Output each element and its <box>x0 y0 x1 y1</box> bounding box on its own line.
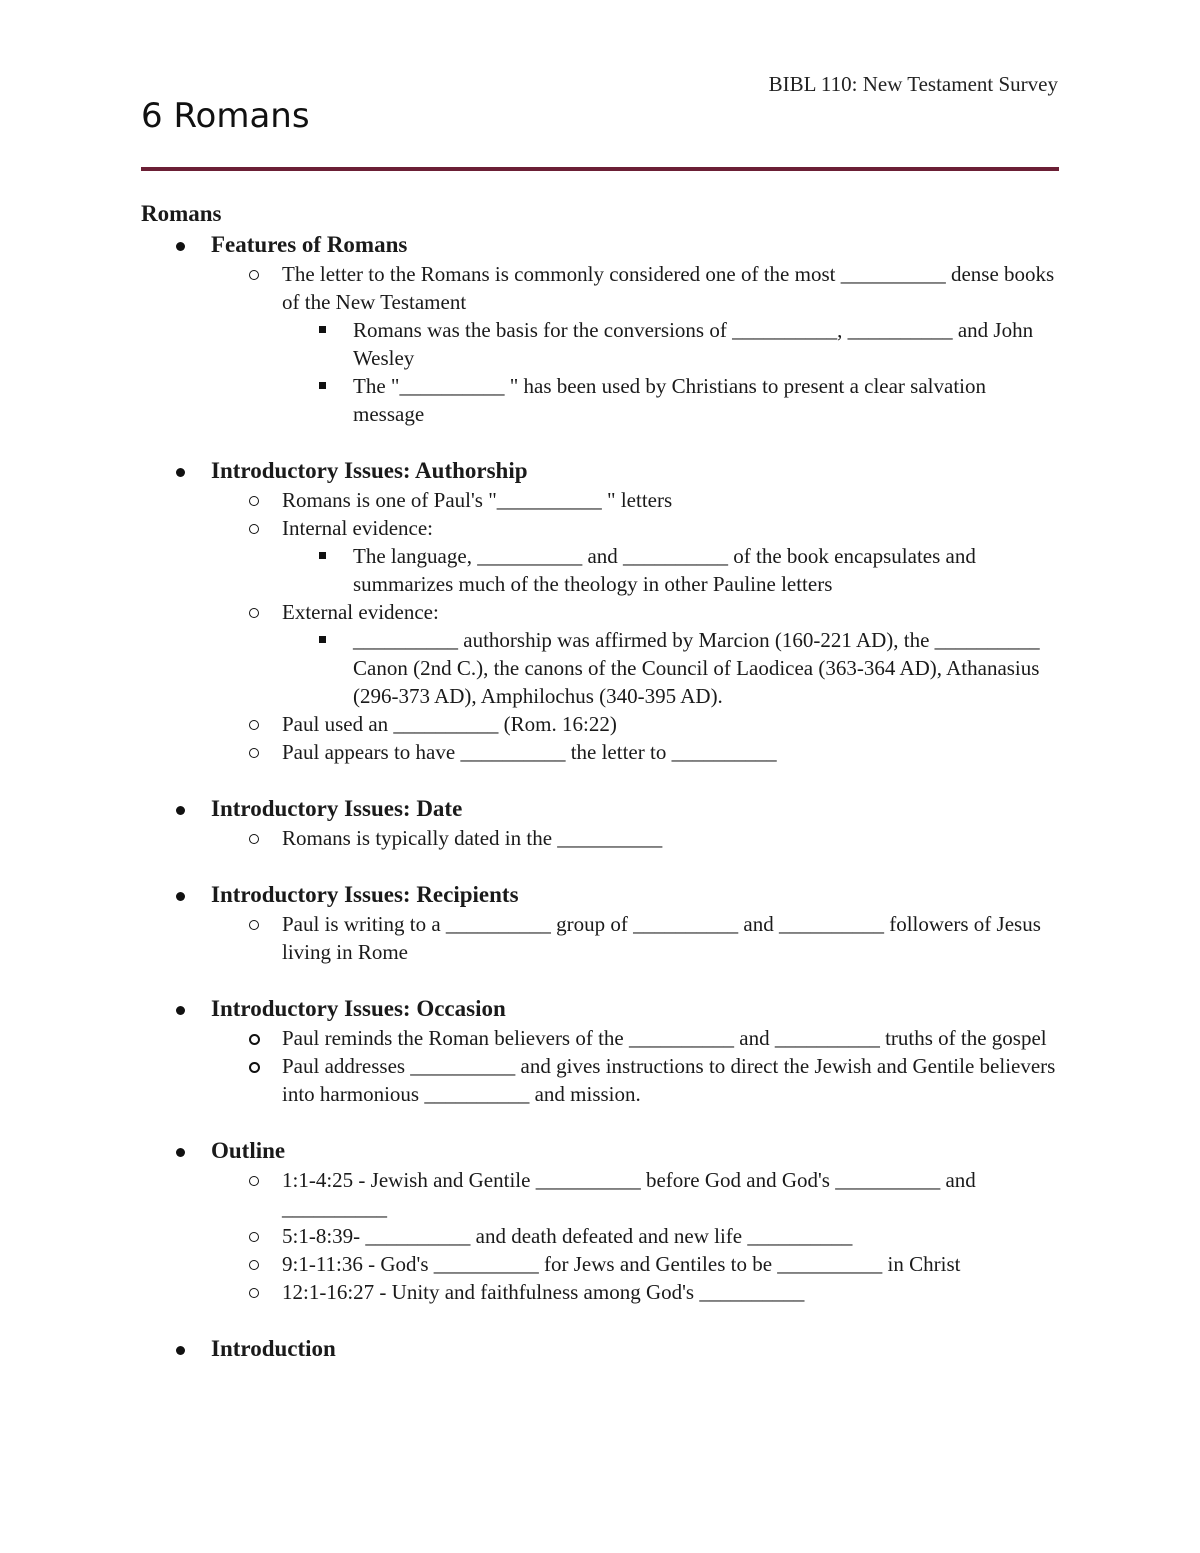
list-item-text: Paul is writing to a __________ group of __________ and __________ followers of Jesus living in Rome <box>282 912 1041 964</box>
square-bullet-icon <box>319 636 326 643</box>
section-heading <box>211 230 1061 260</box>
sections-list <box>141 230 1061 1364</box>
list-item <box>211 598 1061 626</box>
list-item-text: The "__________ " has been used by Christians to present a clear salvation message <box>353 374 986 426</box>
section-heading-text: Introductory Issues: Recipients <box>211 882 519 907</box>
section-heading-text: Introduction <box>211 1336 336 1361</box>
circle-bullet-icon <box>249 834 259 844</box>
circle-bullet-icon <box>249 1176 259 1186</box>
section-heading <box>211 1136 1061 1166</box>
bullet-icon <box>176 1346 185 1355</box>
list-item-text: The letter to the Romans is commonly considered one of the most __________ dense books of the New Testament <box>282 262 1055 314</box>
section-heading <box>211 456 1061 486</box>
circle-bullet-icon <box>249 1062 260 1073</box>
section-heading-text: Features of Romans <box>211 232 408 257</box>
list-item <box>211 514 1061 542</box>
list-item-text: Romans was the basis for the conversions of __________, __________ and John Wesley <box>353 318 1034 370</box>
list-item <box>211 1222 1061 1250</box>
outline-section <box>141 456 1061 766</box>
outline-section <box>141 994 1061 1108</box>
circle-bullet-icon <box>249 1288 259 1298</box>
circle-bullet-icon <box>249 920 259 930</box>
list-item-text: Paul reminds the Roman believers of the __________ and __________ truths of the gospel <box>282 1026 1047 1050</box>
section-heading-text: Introductory Issues: Date <box>211 796 463 821</box>
list-item-text: 5:1-8:39- __________ and death defeated and new life __________ <box>282 1224 853 1248</box>
outline-section <box>141 1334 1061 1364</box>
list-item <box>211 1024 1061 1052</box>
square-bullet-icon <box>319 552 326 559</box>
list-item-text: The language, __________ and __________ of the book encapsulates and summarizes much of the theology in other Pauline letters <box>353 544 976 596</box>
square-bullet-icon <box>319 382 326 389</box>
course-header: BIBL 110: New Testament Survey <box>768 72 1058 96</box>
list-item <box>211 1052 1061 1108</box>
circle-bullet-icon <box>249 270 259 280</box>
section-heading <box>211 1334 1061 1364</box>
list-item-text: External evidence: <box>282 600 439 624</box>
list-item-text: Paul appears to have __________ the letter to __________ <box>282 740 777 764</box>
section-heading <box>211 794 1061 824</box>
list-item <box>211 738 1061 766</box>
circle-bullet-icon <box>249 748 259 758</box>
bullet-icon <box>176 806 185 815</box>
section-heading-text: Introductory Issues: Authorship <box>211 458 528 483</box>
section-heading <box>211 994 1061 1024</box>
list-item <box>211 260 1061 316</box>
notes-content <box>141 200 1061 1392</box>
section-heading-text: Outline <box>211 1138 286 1163</box>
title-divider <box>141 167 1059 171</box>
list-item <box>211 910 1061 966</box>
sub-list-item <box>211 626 1061 710</box>
list-item <box>211 1166 1061 1222</box>
list-item-text: 12:1-16:27 - Unity and faithfulness among God's __________ <box>282 1280 805 1304</box>
circle-bullet-icon <box>249 1232 259 1242</box>
bullet-icon <box>176 1148 185 1157</box>
list-item <box>211 1278 1061 1306</box>
bullet-icon <box>176 1006 185 1015</box>
section-heading <box>211 880 1061 910</box>
list-item <box>211 486 1061 514</box>
list-item-text: Romans is typically dated in the __________ <box>282 826 663 850</box>
section-heading-text: Introductory Issues: Occasion <box>211 996 506 1021</box>
list-item-text: Internal evidence: <box>282 516 433 540</box>
bullet-icon <box>176 892 185 901</box>
sub-list-item <box>211 542 1061 598</box>
list-item <box>211 824 1061 852</box>
page-title: 6 Romans <box>141 96 310 136</box>
main-heading: Romans <box>141 201 222 226</box>
circle-bullet-icon <box>249 608 259 618</box>
list-item-text: 9:1-11:36 - God's __________ for Jews and Gentiles to be __________ in Christ <box>282 1252 961 1276</box>
list-item-text: Romans is one of Paul's "__________ " letters <box>282 488 673 512</box>
bullet-icon <box>176 242 185 251</box>
outline-section <box>141 230 1061 428</box>
circle-bullet-icon <box>249 496 259 506</box>
sub-list-item <box>211 372 1061 428</box>
list-item-text: __________ authorship was affirmed by Marcion (160-221 AD), the __________ Canon (2nd C.), the canons of the Council of Laodicea (363-364 AD), Athanasius (296-373 AD), Amphilochus (340-395 AD). <box>353 628 1040 708</box>
list-item <box>211 1250 1061 1278</box>
circle-bullet-icon <box>249 720 259 730</box>
circle-bullet-icon <box>249 1034 260 1045</box>
list-item-text: 1:1-4:25 - Jewish and Gentile __________ before God and God's __________ and __________ <box>282 1168 976 1220</box>
outline-section <box>141 880 1061 966</box>
square-bullet-icon <box>319 326 326 333</box>
circle-bullet-icon <box>249 1260 259 1270</box>
outline-section <box>141 1136 1061 1306</box>
sub-list-item <box>211 316 1061 372</box>
list-item-text: Paul addresses __________ and gives instructions to direct the Jewish and Gentile believers into harmonious __________ and mission. <box>282 1054 1056 1106</box>
circle-bullet-icon <box>249 524 259 534</box>
outline-section <box>141 794 1061 852</box>
list-item-text: Paul used an __________ (Rom. 16:22) <box>282 712 617 736</box>
bullet-icon <box>176 468 185 477</box>
list-item <box>211 710 1061 738</box>
